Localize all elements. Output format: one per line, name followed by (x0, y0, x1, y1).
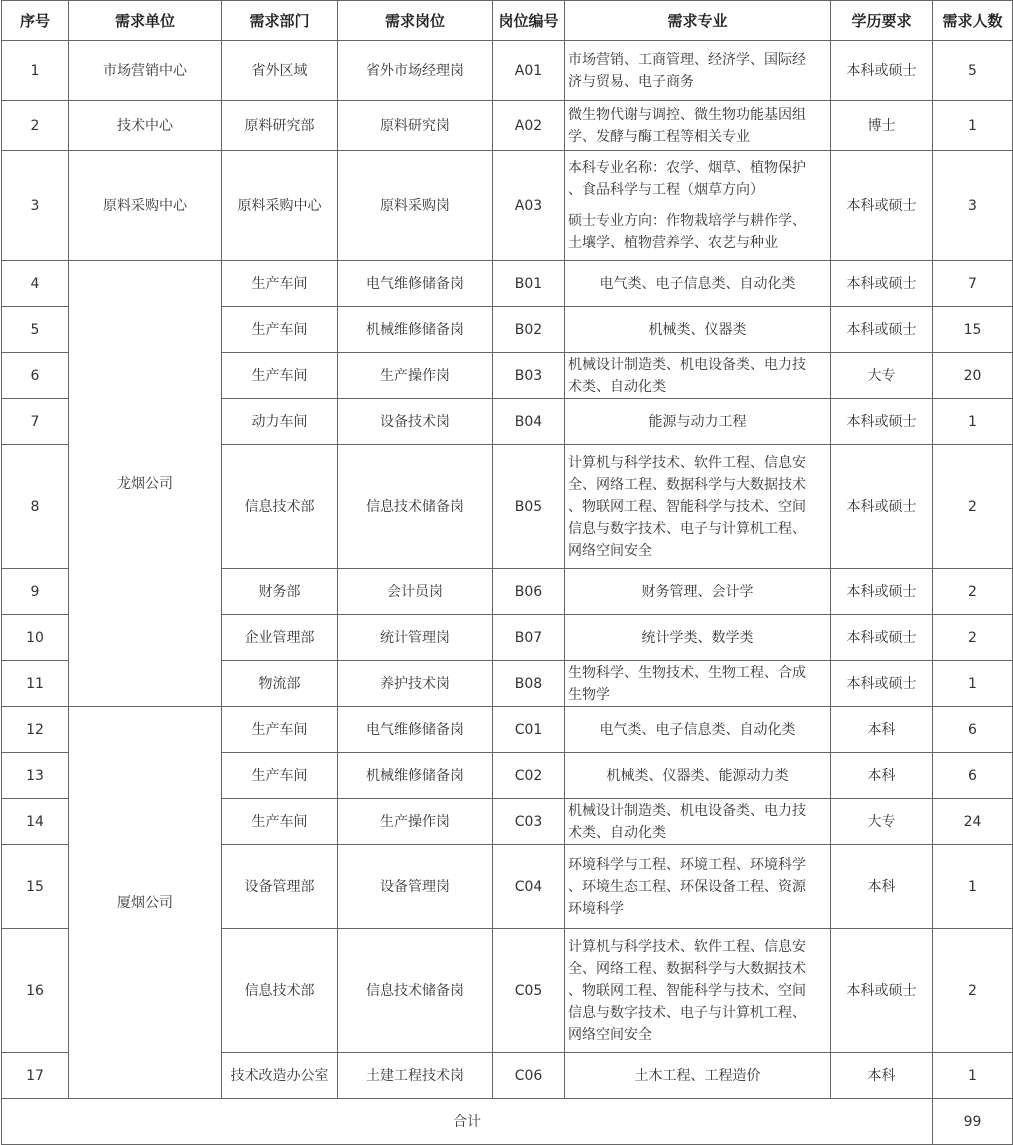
cell-major (565, 753, 831, 799)
cell-dept: 财务部 (222, 569, 338, 615)
cell-major (565, 353, 831, 399)
cell-dept: 信息技术部 (222, 445, 338, 569)
major-line: 网络空间安全 (568, 542, 652, 559)
header-cell-dept: 需求部门 (222, 1, 338, 41)
major-line: 生物学 (568, 686, 610, 703)
cell-major (565, 1053, 831, 1099)
cell-edu: 本科 (831, 1053, 933, 1099)
cell-dept: 物流部 (222, 661, 338, 707)
header-row (2, 1, 1013, 41)
cell-major (565, 151, 831, 261)
cell-no: 15 (2, 845, 69, 929)
table-row (2, 261, 1013, 307)
cell-code: C05 (493, 929, 565, 1053)
major-line: 机械类、仪器类 (648, 321, 747, 338)
cell-dept: 动力车间 (222, 399, 338, 445)
major-line: 微生物代谢与调控、微生物功能基因组 (568, 106, 806, 123)
header-cell-count: 需求人数 (933, 1, 1013, 41)
cell-post: 生产操作岗 (338, 353, 493, 399)
cell-dept: 省外区域 (222, 41, 338, 101)
cell-code: C04 (493, 845, 565, 929)
cell-code: C06 (493, 1053, 565, 1099)
cell-dept: 生产车间 (222, 753, 338, 799)
cell-count: 5 (933, 41, 1013, 101)
cell-count: 1 (933, 399, 1013, 445)
cell-dept: 设备管理部 (222, 845, 338, 929)
cell-edu: 本科或硕士 (831, 261, 933, 307)
cell-no: 4 (2, 261, 69, 307)
major-line: 电气类、电子信息类、自动化类 (599, 275, 796, 292)
cell-dept: 原料采购中心 (222, 151, 338, 261)
cell-code: A02 (493, 101, 565, 151)
cell-post: 机械维修储备岗 (338, 307, 493, 353)
cell-no: 1 (2, 41, 69, 101)
cell-no: 9 (2, 569, 69, 615)
cell-dept: 原料研究部 (222, 101, 338, 151)
major-line: 信息与数字技术、电子与计算机工程、 (568, 1004, 806, 1021)
cell-code: C01 (493, 707, 565, 753)
major-line: 网络空间安全 (568, 1026, 652, 1043)
major-line: 机械设计制造类、机电设备类、电力技 (568, 802, 806, 819)
cell-dept: 企业管理部 (222, 615, 338, 661)
cell-post: 原料研究岗 (338, 101, 493, 151)
major-line: 市场营销、工商管理、经济学、国际经 (568, 51, 806, 68)
cell-no: 6 (2, 353, 69, 399)
cell-edu: 本科或硕士 (831, 399, 933, 445)
cell-post: 设备技术岗 (338, 399, 493, 445)
header-cell-code: 岗位编号 (493, 1, 565, 41)
cell-code: B04 (493, 399, 565, 445)
total-count: 99 (933, 1099, 1013, 1145)
cell-dept: 生产车间 (222, 307, 338, 353)
cell-count: 7 (933, 261, 1013, 307)
cell-count: 3 (933, 151, 1013, 261)
cell-major (565, 661, 831, 707)
table-row (2, 151, 1013, 261)
table-row (2, 41, 1013, 101)
cell-major (565, 41, 831, 101)
table-row (2, 707, 1013, 753)
cell-post: 电气维修储备岗 (338, 707, 493, 753)
header-cell-no: 序号 (2, 1, 69, 41)
cell-dept: 生产车间 (222, 799, 338, 845)
cell-post: 会计员岗 (338, 569, 493, 615)
major-line: 、食品科学与工程（烟草方向） (568, 182, 764, 198)
cell-code: C02 (493, 753, 565, 799)
cell-dept: 生产车间 (222, 353, 338, 399)
cell-major (565, 101, 831, 151)
cell-count: 24 (933, 799, 1013, 845)
header-cell-major: 需求专业 (565, 1, 831, 41)
cell-no: 3 (2, 151, 69, 261)
cell-dept: 信息技术部 (222, 929, 338, 1053)
cell-dept: 生产车间 (222, 707, 338, 753)
cell-post: 信息技术储备岗 (338, 929, 493, 1053)
cell-edu: 大专 (831, 799, 933, 845)
cell-edu: 本科 (831, 707, 933, 753)
cell-post: 机械维修储备岗 (338, 753, 493, 799)
cell-count: 6 (933, 753, 1013, 799)
cell-major (565, 399, 831, 445)
cell-edu: 大专 (831, 353, 933, 399)
cell-code: B06 (493, 569, 565, 615)
cell-no: 11 (2, 661, 69, 707)
cell-post: 土建工程技术岗 (338, 1053, 493, 1099)
cell-no: 2 (2, 101, 69, 151)
major-line: 财务管理、会计学 (641, 583, 754, 600)
major-line: 土壤学、植物营养学、农艺与种业 (568, 235, 778, 251)
cell-code: B08 (493, 661, 565, 707)
cell-edu: 本科或硕士 (831, 151, 933, 261)
major-line: 术类、自动化类 (568, 824, 666, 841)
header-cell-edu: 学历要求 (831, 1, 933, 41)
cell-no: 17 (2, 1053, 69, 1099)
cell-code: A01 (493, 41, 565, 101)
cell-edu: 本科 (831, 753, 933, 799)
cell-edu: 本科或硕士 (831, 929, 933, 1053)
cell-unit: 原料采购中心 (69, 151, 222, 261)
major-line: 生物科学、生物技术、生物工程、合成 (568, 664, 806, 681)
major-line: 术类、自动化类 (568, 378, 666, 395)
header-cell-unit: 需求单位 (69, 1, 222, 41)
cell-dept: 生产车间 (222, 261, 338, 307)
major-line: 全、网络工程、数据科学与大数据技术 (568, 960, 806, 977)
major-line: 计算机与科学技术、软件工程、信息安 (568, 938, 806, 955)
cell-no: 13 (2, 753, 69, 799)
cell-major (565, 615, 831, 661)
major-line: 、物联网工程、智能科学与技术、空间 (568, 498, 806, 515)
major-line: 信息与数字技术、电子与计算机工程、 (568, 520, 806, 537)
cell-code: B01 (493, 261, 565, 307)
cell-code: B07 (493, 615, 565, 661)
major-line: 本科专业名称：农学、烟草、植物保护 (568, 160, 806, 176)
cell-edu: 本科或硕士 (831, 569, 933, 615)
header-cell-post: 需求岗位 (338, 1, 493, 41)
major-line: 电气类、电子信息类、自动化类 (599, 721, 796, 738)
major-line: 机械设计制造类、机电设备类、电力技 (568, 356, 806, 373)
cell-post: 设备管理岗 (338, 845, 493, 929)
major-line: 机械类、仪器类、能源动力类 (606, 767, 789, 784)
cell-post: 信息技术储备岗 (338, 445, 493, 569)
cell-count: 1 (933, 1053, 1013, 1099)
cell-major (565, 445, 831, 569)
cell-no: 8 (2, 445, 69, 569)
major-line: 济与贸易、电子商务 (568, 73, 694, 90)
cell-edu: 本科或硕士 (831, 661, 933, 707)
cell-no: 14 (2, 799, 69, 845)
cell-count: 6 (933, 707, 1013, 753)
cell-code: B05 (493, 445, 565, 569)
cell-edu: 本科或硕士 (831, 445, 933, 569)
cell-count: 20 (933, 353, 1013, 399)
major-line: 环境科学与工程、环境工程、环境科学 (568, 856, 806, 873)
cell-major (565, 707, 831, 753)
cell-major (565, 929, 831, 1053)
major-line: 统计学类、数学类 (641, 629, 754, 646)
major-line: 土木工程、工程造价 (634, 1067, 761, 1084)
cell-count: 1 (933, 845, 1013, 929)
cell-edu: 博士 (831, 101, 933, 151)
cell-post: 原料采购岗 (338, 151, 493, 261)
cell-unit: 厦烟公司 (69, 707, 222, 1099)
cell-post: 统计管理岗 (338, 615, 493, 661)
cell-edu: 本科或硕士 (831, 615, 933, 661)
cell-no: 7 (2, 399, 69, 445)
cell-code: B02 (493, 307, 565, 353)
cell-major (565, 845, 831, 929)
cell-edu: 本科或硕士 (831, 41, 933, 101)
cell-dept: 技术改造办公室 (222, 1053, 338, 1099)
total-row (2, 1099, 1013, 1145)
major-line: 硕士专业方向：作物栽培学与耕作学、 (568, 213, 806, 229)
cell-no: 16 (2, 929, 69, 1053)
cell-post: 省外市场经理岗 (338, 41, 493, 101)
cell-no: 12 (2, 707, 69, 753)
table-row (2, 101, 1013, 151)
cell-code: C03 (493, 799, 565, 845)
cell-major (565, 569, 831, 615)
cell-post: 电气维修储备岗 (338, 261, 493, 307)
cell-edu: 本科 (831, 845, 933, 929)
major-line: 学、发酵与酶工程等相关专业 (568, 128, 750, 145)
major-line: 计算机与科学技术、软件工程、信息安 (568, 454, 806, 471)
cell-post: 养护技术岗 (338, 661, 493, 707)
cell-major (565, 261, 831, 307)
cell-count: 2 (933, 569, 1013, 615)
cell-unit: 技术中心 (69, 101, 222, 151)
cell-no: 5 (2, 307, 69, 353)
major-line: 环境科学 (568, 900, 624, 917)
cell-count: 2 (933, 445, 1013, 569)
cell-code: B03 (493, 353, 565, 399)
cell-major (565, 307, 831, 353)
cell-unit: 市场营销中心 (69, 41, 222, 101)
cell-no: 10 (2, 615, 69, 661)
cell-count: 1 (933, 101, 1013, 151)
cell-count: 2 (933, 615, 1013, 661)
major-line: 、物联网工程、智能科学与技术、空间 (568, 982, 806, 999)
major-line: 、环境生态工程、环保设备工程、资源 (568, 878, 806, 895)
major-line: 全、网络工程、数据科学与大数据技术 (568, 476, 806, 493)
cell-count: 15 (933, 307, 1013, 353)
cell-count: 2 (933, 929, 1013, 1053)
cell-post: 生产操作岗 (338, 799, 493, 845)
cell-edu: 本科或硕士 (831, 307, 933, 353)
cell-major (565, 799, 831, 845)
cell-count: 1 (933, 661, 1013, 707)
total-label: 合计 (2, 1099, 933, 1145)
major-line: 能源与动力工程 (648, 413, 747, 430)
recruitment-table (1, 0, 1013, 1145)
cell-unit: 龙烟公司 (69, 261, 222, 707)
cell-code: A03 (493, 151, 565, 261)
